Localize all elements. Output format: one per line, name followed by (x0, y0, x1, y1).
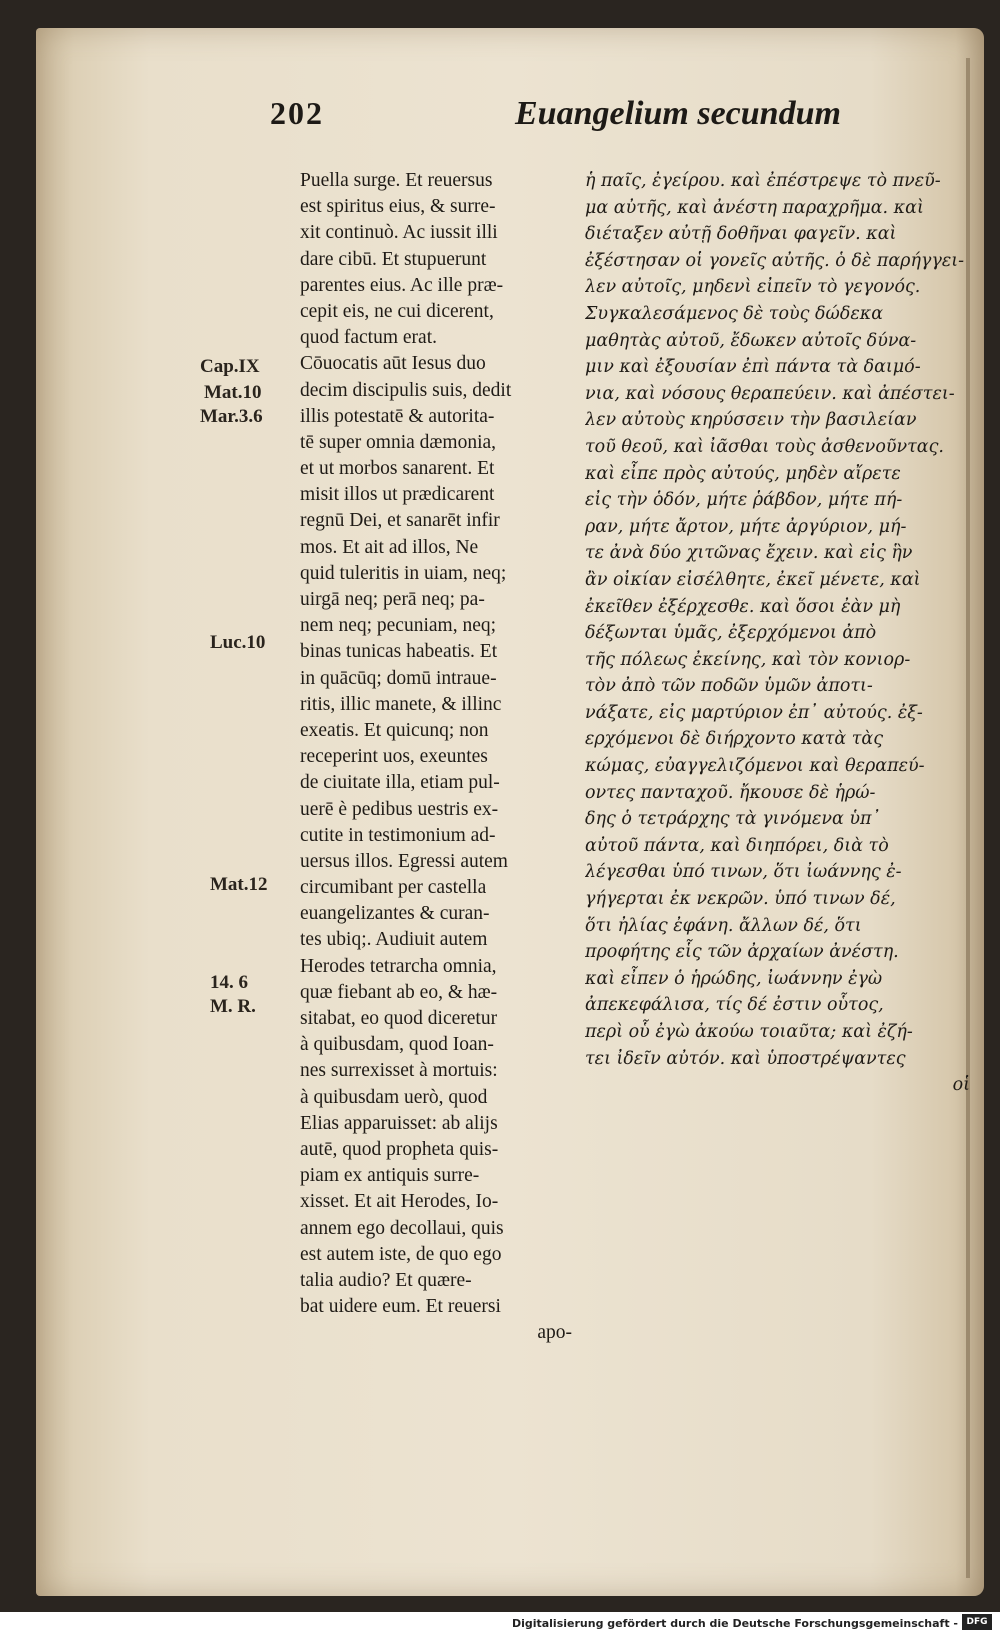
greek-text-line: κώμας, εὐαγγελιζόμενοι καὶ θεραπεύ- (585, 756, 925, 777)
greek-text-line: ὅτι ἠλίας ἐφάνη. ἄλλων δέ, ὅτι (585, 915, 862, 936)
greek-text-line: τε ἀνὰ δύο χιτῶνας ἔχειν. καὶ εἰς ἣν (585, 543, 913, 564)
greek-text-line: εἰς τὴν ὁδόν, μήτε ῥάβδον, μήτε πή- (585, 490, 903, 511)
latin-text-line: uirgā neq; perā neq; pa- (300, 589, 485, 610)
margin-note: Mat.10 (204, 382, 262, 403)
latin-text-line: autē, quod propheta quis- (300, 1138, 499, 1160)
greek-text-line: οντες πανταχοῦ. ἤκουσε δὲ ἡρώ- (585, 782, 876, 803)
latin-text-line: cutite in testimonium ad- (300, 824, 496, 846)
latin-text-column (300, 168, 572, 1346)
latin-text-line: à quibusdam, quod Ioan- (300, 1034, 494, 1056)
latin-text-line: ritis, illic manete, & illinc (300, 693, 502, 715)
latin-text-line: binas tunicas habeatis. Et (300, 641, 498, 663)
latin-text-line: tes ubiq;. Audiuit autem (300, 929, 488, 951)
latin-text-line: quid tuleritis in uiam, neq; (300, 562, 507, 584)
greek-text-line: γήγερται ἐκ νεκρῶν. ὑπό τινων δέ, (585, 889, 896, 910)
latin-text-line: uerē è pedibus uestris ex- (300, 798, 499, 820)
latin-text-line: tē super omnia dæmonia, (300, 431, 497, 453)
greek-text-line: δέξωνται ὑμᾶς, ἐξερχόμενοι ἀπὸ (585, 623, 877, 644)
latin-text-line: mos. Et ait ad illos, Ne (300, 536, 479, 558)
latin-text-line: sitabat, eo quod diceretur (300, 1008, 498, 1029)
greek-text-line: ἂν οἰκίαν εἰσέλθητε, ἐκεῖ μένετε, καὶ (585, 569, 921, 590)
latin-text-line: quæ fiebant ab eo, & hæ- (300, 981, 498, 1003)
greek-text-line: νάξατε, εἰς μαρτύριον ἐπ᾽ αὐτούς. ἐξ- (585, 702, 923, 723)
margin-note: Luc.10 (210, 632, 266, 653)
latin-text-line: in quācūq; domū intraue- (300, 667, 497, 689)
greek-text-line: τῆς πόλεως ἐκείνης, καὶ τὸν κονιορ- (585, 649, 911, 670)
latin-text-line: parentes eius. Ac ille præ- (300, 274, 504, 296)
greek-text-line: ἀπεκεφάλισα, τίς δέ ἐστιν οὗτος, (585, 995, 884, 1016)
greek-text-column (585, 168, 970, 1099)
greek-text-line: μαθητὰς αὐτοῦ, ἔδωκεν αὐτοῖς δύνα- (585, 330, 917, 351)
greek-text-line: τει ἰδεῖν αὐτόν. καὶ ὑποστρέψαντες (585, 1048, 906, 1069)
latin-text-line: misit illos ut prædicarent (300, 484, 495, 506)
latin-text-line: circumibant per castella (300, 877, 487, 899)
greek-text-line: δης ὁ τετράρχης τὰ γινόμενα ὑπ᾽ (585, 809, 881, 830)
greek-text-line: καὶ εἶπε πρὸς αὐτούς, μηδὲν αἴρετε (585, 463, 901, 484)
latin-text-line: de ciuitate illa, etiam pul- (300, 772, 500, 794)
greek-text-line: τοῦ θεοῦ, καὶ ἰᾶσθαι τοὺς ἀσθενοῦντας. (585, 436, 944, 457)
latin-text-line: nem neq; pecuniam, neq; (300, 615, 497, 637)
latin-text-line: à quibusdam uerò, quod (300, 1086, 488, 1108)
latin-text-line: uersus illos. Egressi autem (300, 850, 508, 872)
latin-catchword: apo- (537, 1322, 572, 1344)
latin-text-line: decim discipulis suis, dedit (300, 379, 512, 401)
latin-text-line: xit continuò. Ac iussit illi (300, 222, 498, 244)
latin-text-line: Herodes tetrarcha omnia, (300, 955, 497, 977)
greek-text-line: μα αὐτῆς, καὶ ἀνέστη παραχρῆμα. καὶ (585, 197, 924, 218)
greek-text-line: μιν καὶ ἐξουσίαν ἐπὶ πάντα τὰ δαιμό- (585, 357, 921, 378)
greek-text-line: αὐτοῦ πάντα, καὶ διηπόρει, διὰ τὸ (585, 835, 889, 856)
latin-text-line: piam ex antiquis surre- (300, 1165, 480, 1187)
greek-text-line: προφήτης εἷς τῶν ἀρχαίων ἀνέστη. (585, 942, 899, 963)
greek-catchword: οἱ (952, 1075, 970, 1096)
greek-text-line: λεν αὐτοῖς, μηδενὶ εἰπεῖν τὸ γεγονός. (585, 277, 921, 298)
greek-text-line: ἐξέστησαν οἱ γονεῖς αὐτῆς. ὁ δὲ παρήγγει- (585, 250, 965, 271)
latin-text-line: et ut morbos sanarent. Et (300, 458, 495, 480)
latin-text-line: est autem iste, de quo ego (300, 1243, 502, 1265)
latin-text-line: euangelizantes & curan- (300, 903, 490, 925)
greek-text-line: καὶ εἶπεν ὁ ἡρώδης, ἰωάννην ἐγὼ (585, 968, 883, 989)
margin-note: Mat.12 (210, 874, 268, 895)
greek-text-line: περὶ οὗ ἐγὼ ἀκούω τοιαῦτα; καὶ ἐζή- (585, 1022, 913, 1042)
latin-text-line: dare cibū. Et stupuerunt (300, 248, 487, 270)
margin-note: M. R. (210, 996, 256, 1017)
latin-text-line: regnū Dei, et sanarēt infir (300, 510, 500, 532)
latin-text-line: Cōuocatis aūt Iesus duo (300, 353, 486, 375)
running-title: Euangelium secundum (515, 95, 841, 132)
latin-text-line: annem ego decollaui, quis (300, 1217, 504, 1239)
page-number: 202 (270, 95, 324, 131)
latin-text-line: exeatis. Et quicunq; non (300, 719, 489, 741)
greek-text-line: τὸν ἀπὸ τῶν ποδῶν ὑμῶν ἀποτι- (585, 676, 873, 697)
latin-text-line: talia audio? Et quære- (300, 1269, 472, 1291)
latin-text-line: xisset. Et ait Herodes, Io- (300, 1191, 499, 1213)
latin-text-line: quod factum erat. (300, 327, 437, 349)
greek-text-line: διέταξεν αὐτῇ δοθῆναι φαγεῖν. καὶ (585, 224, 897, 245)
greek-text-line: λεν αὐτοὺς κηρύσσειν τὴν βασιλείαν (585, 410, 917, 431)
latin-text-line: Elias apparuisset: ab alijs (300, 1112, 498, 1134)
latin-text-line: cepit eis, ne cui dicerent, (300, 300, 494, 322)
latin-text-line: nes surrexisset à mortuis: (300, 1060, 498, 1082)
margin-note: 14. 6 (210, 972, 248, 993)
greek-text-line: ἡ παῖς, ἐγείρου. καὶ ἐπέστρεψε τὸ πνεῦ- (585, 171, 941, 191)
margin-note: Mar.3.6 (200, 406, 263, 427)
latin-text-line: bat uidere eum. Et reuersi (300, 1296, 501, 1318)
latin-text-line: illis potestatē & autorita- (300, 405, 495, 427)
latin-text-line: receperint uos, exeuntes (300, 746, 488, 768)
greek-text-line: ραν, μήτε ἄρτον, μήτε ἀργύριον, μή- (585, 516, 907, 537)
digitization-credit: Digitalisierung gefördert durch die Deutsche Forschungsgemeinschaft - (511, 1617, 958, 1630)
latin-text-line: est spiritus eius, & surre- (300, 196, 496, 218)
greek-text-line: λέγεσθαι ὑπό τινων, ὅτι ἰωάννης ἐ- (585, 862, 902, 883)
latin-text-line: Puella surge. Et reuersus (300, 170, 493, 191)
greek-text-line: Συγκαλεσάμενος δὲ τοὺς δώδεκα (585, 303, 884, 324)
margin-note: Cap.IX (200, 356, 260, 377)
greek-text-line: ερχόμενοι δὲ διήρχοντο κατὰ τὰς (585, 729, 884, 750)
greek-text-line: ἐκεῖθεν ἐξέρχεσθε. καὶ ὅσοι ἐὰν μὴ (585, 596, 901, 617)
greek-text-line: νια, καὶ νόσους θεραπεύειν. καὶ ἀπέστει- (585, 383, 955, 404)
dfg-logo: DFG (962, 1614, 992, 1630)
